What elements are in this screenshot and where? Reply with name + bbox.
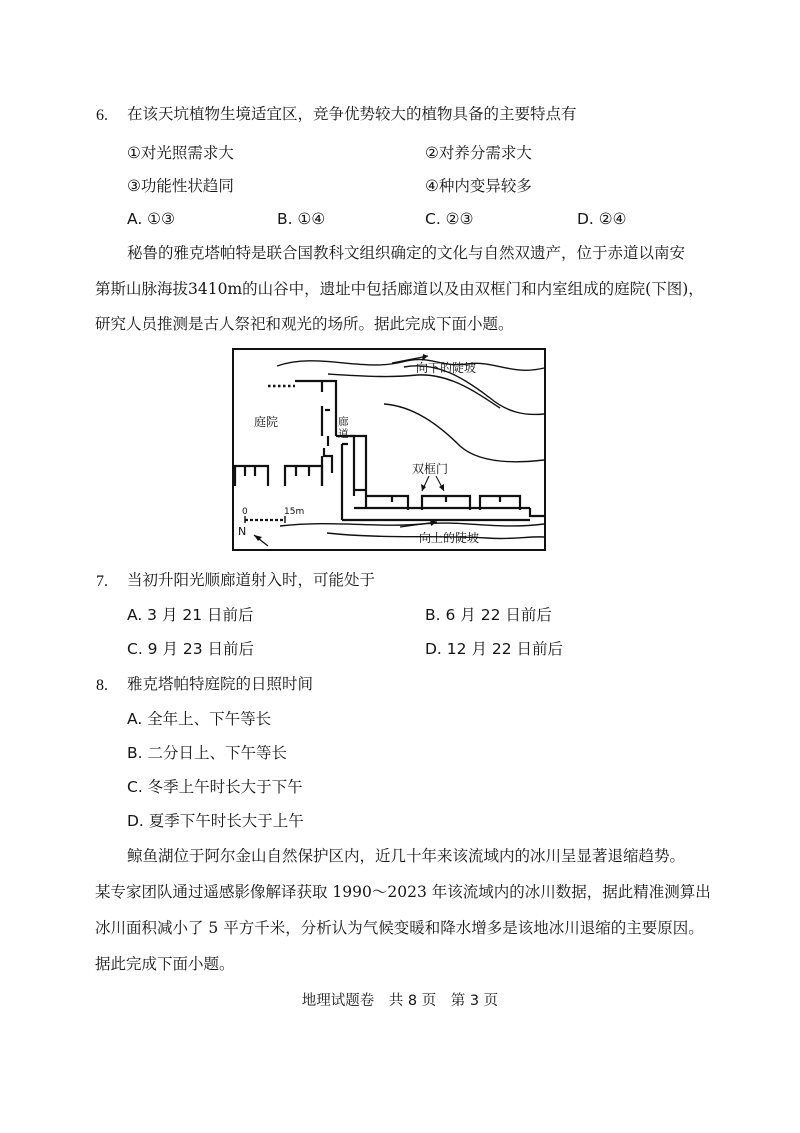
label-courtyard: 庭院 <box>254 415 279 429</box>
passage-2-line-3: 冰川面积减小了 5 平方千米，分析认为气候变暖和降水增多是该地冰川退缩的主要原因。 <box>95 919 704 937</box>
label-up-slope: 向上的陡坡 <box>419 531 480 545</box>
passage-2-line-1: 鲸鱼湖位于阿尔金山自然保护区内，近几十年来该流域内的冰川呈显著退缩趋势。 <box>127 847 686 865</box>
q8-option-a: A. 全年上、下午等长 <box>127 710 272 728</box>
q6-statement-3: ③功能性状趋同 <box>127 177 234 195</box>
q7-option-c: C. 9 月 23 日前后 <box>127 640 255 658</box>
q8-option-d: D. 夏季下午时长大于上午 <box>127 812 304 830</box>
passage-1-line-3: 研究人员推测是古人祭祀和观光的场所。据此完成下面小题。 <box>95 315 514 333</box>
q6-statement-1: ①对光照需求大 <box>127 144 234 162</box>
q6-option-d: D. ②④ <box>577 210 627 228</box>
question-8-number: 8. <box>96 677 108 694</box>
label-corridor-text: 廊 <box>338 416 349 428</box>
question-7-stem: 当初升阳光顺廊道射入时，可能处于 <box>127 571 376 589</box>
passage-1-line-2: 第斯山脉海拔3410m的山谷中，遗址中包括廊道以及由双框门和内室组成的庭院(下图)， <box>95 280 704 298</box>
north-label: N <box>238 525 247 538</box>
page-footer: 地理试题卷 共 8 页 第 3 页 <box>301 993 499 1009</box>
label-corridor-char: 道 <box>338 428 349 440</box>
label-double-door: 双框门 <box>412 462 449 476</box>
scale-label-zero: 0 <box>242 507 248 517</box>
q6-statement-4: ④种内变异较多 <box>425 177 532 195</box>
passage-2-line-2: 某专家团队通过遥感影像解译获取 1990～2023 年该流域内的冰川数据，据此精准测算出 <box>95 883 711 901</box>
label-down-slope: 向下的陡坡 <box>416 361 477 375</box>
q7-option-d: D. 12 月 22 日前后 <box>425 640 564 658</box>
site-plan-figure <box>232 348 546 551</box>
question-8-stem: 雅克塔帕特庭院的日照时间 <box>127 675 314 693</box>
q6-statement-2: ②对养分需求大 <box>425 144 532 162</box>
question-6-stem: 在该天坑植物生境适宜区，竞争优势较大的植物具备的主要特点有 <box>127 105 577 123</box>
scale-label-length: 15m <box>284 507 305 517</box>
q6-option-b: B. ①④ <box>277 210 326 228</box>
q7-option-a: A. 3 月 21 日前后 <box>127 606 254 624</box>
passage-1-line-1: 秘鲁的雅克塔帕特是联合国教科文组织确定的文化与自然双遗产，位于赤道以南安 <box>127 244 686 262</box>
q6-option-c: C. ②③ <box>425 210 474 228</box>
label-corridor <box>338 415 349 440</box>
q8-option-b: B. 二分日上、下午等长 <box>127 744 287 762</box>
question-7-number: 7. <box>96 573 108 590</box>
q6-option-a: A. ①③ <box>127 210 175 228</box>
q8-option-c: C. 冬季上午时长大于下午 <box>127 778 303 796</box>
q7-option-b: B. 6 月 22 日前后 <box>425 606 552 624</box>
question-6-number: 6. <box>96 107 108 124</box>
passage-2-line-4: 据此完成下面小题。 <box>95 955 235 973</box>
